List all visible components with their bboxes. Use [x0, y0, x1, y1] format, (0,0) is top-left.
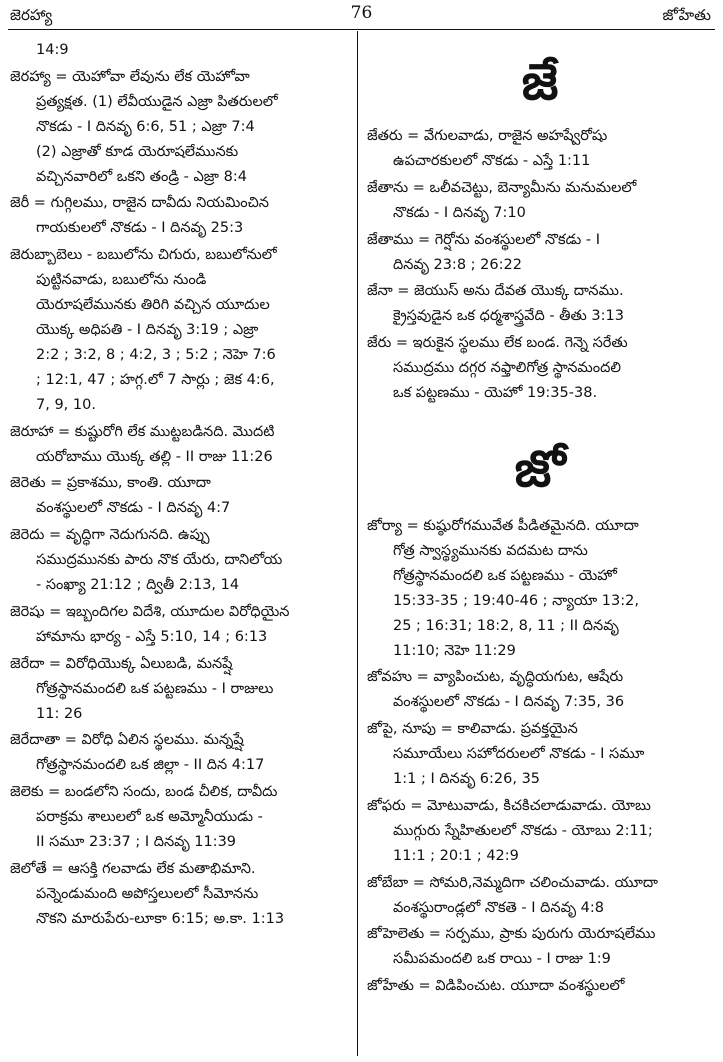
dictionary-entry [10, 857, 348, 932]
entry-headline: జోపై, నూపు = కాలివాడు. ప్రవక్తయైన [367, 721, 578, 738]
entry-line: నొకని మారుపేరు-లూకా 6:15; అ.కా. 1:13 [36, 910, 285, 927]
entry-headline: జెలెకు = బండలోని సందు, బండ చీలిక, దావీదు [10, 784, 278, 801]
entry-line: గోత్ర స్వాస్థ్యమునకు వదమట దాను [393, 542, 588, 559]
entry-line: సముద్రము దగ్గర నఫ్తాలిగోత్ర స్థానమందలి [393, 360, 621, 377]
right-column [367, 40, 713, 1001]
entry-line: 11:10; నెహె 11:29 [393, 642, 516, 659]
entry-line: క్రైస్తవుడైన ఒక ధర్మశాస్త్రవేది - తీతు 3:13 [393, 308, 624, 325]
entry-headline: జోర్యా = కుష్ఠురోగమువేత పీడితమైనది. యూదా [367, 517, 639, 534]
left-column [10, 38, 348, 934]
entry-line: పరాక్రమ శాలులలో ఒక అమ్మోనీయుడు - [36, 809, 263, 826]
dictionary-entry [367, 717, 713, 792]
dictionary-entry [367, 974, 713, 999]
entry-line: వచ్చినవారిలో ఒకని తండ్రి - ఎజ్రా 8:4 [36, 168, 247, 185]
entry-line: నొకడు - I దినవృ 6:6, 51 ; ఎజ్రా 7:4 [36, 118, 255, 135]
entry-line: 25 ; 16:31; 18:2, 8, 11 ; II దినవృ [393, 617, 619, 634]
entry-headline: జెరెతు = ప్రకాశము, కాంతి. యూదా [10, 475, 211, 492]
entry-line: సమీపమందలి ఒక రాయి - I రాజు 1:9 [393, 951, 611, 968]
entry-line: ఒక పట్టణము - యెహో 19:35-38. [393, 385, 598, 402]
entry-headline: జెరూహా = కుష్టురోగి లేక ముట్టబడినది. మొదటి [10, 423, 275, 440]
entry-line: 7, 9, 10. [36, 396, 96, 413]
dictionary-entry [367, 228, 713, 278]
entry-headline: జెరుబ్బాబెలు - బబులోను చిగురు, బబులోనులో [10, 247, 277, 264]
dictionary-entry [10, 652, 348, 727]
dictionary-entry [367, 871, 713, 921]
dictionary-entry [10, 65, 348, 190]
entry-line: పుట్టినవాడు, బబులోను నుండి [36, 272, 207, 289]
entry-headline: జెరేదాతా = విరోధి ఏలిన స్థలము. మన్నష్షే [10, 732, 244, 749]
dictionary-entry [10, 471, 348, 521]
entry-headline: జేరు = ఇరుకైన స్థలము లేక బండ. గెన్నె సరేతు [367, 335, 628, 352]
entry-line: 11:1 ; 20:1 ; 42:9 [393, 847, 519, 864]
entry-line: పన్నెండుమంది అపోస్తలులలో సీమోనను [36, 885, 259, 902]
entry-headline: జెరెదు = వృద్ధిగా నెదుగునది. ఉప్పు [10, 527, 210, 544]
dictionary-entry [367, 922, 713, 972]
entry-headline: జెరహ్యా = యెహోవా లేవును లేక యెహోవా [10, 68, 250, 85]
entry-headline: జోబేబా = సోమరి,నెమ్మదిగా చలించువాడు. యూదా [367, 874, 659, 891]
entry-line: గాయకులలో నొకడు - I దినవృ 25:3 [36, 220, 244, 237]
entry-line: II సమూ 23:37 ; I దినవృ 11:39 [36, 834, 237, 851]
dictionary-entry [367, 665, 713, 715]
entry-line: యరోబాము యొక్క తల్లి - II రాజు 11:26 [36, 448, 273, 465]
entry-line: వంశస్థులలో నొకడు - I దినవృ 7:35, 36 [393, 694, 625, 711]
entry-line: వంశస్థురాండ్లలో నొకతె - I దినవృ 4:8 [393, 899, 604, 916]
entry-headline: జెరేదా = విరోధియొక్క ఏలుబడి, మనష్షే [10, 655, 233, 672]
entry-headline: జోవహు = వ్యాపించుట, వృద్ధియగుట, ఆషేరు [367, 669, 624, 686]
entry-headline: జోహేతు = విడిపించుట. యూదా వంశస్థులలో [367, 978, 625, 995]
page-header [0, 0, 723, 30]
dictionary-entry [367, 124, 713, 174]
entry-headline: జేనా = జెయుస్ అను దేవత యొక్క దానము. [367, 283, 624, 300]
dictionary-entry [10, 600, 348, 650]
entry-headline: జోఫరు = మోటువాడు, కిచకిచలాడువాడు. యోబు [367, 797, 651, 814]
entry-line: గోత్రస్థానమందలి ఒక పట్టణము - I రాజులు [36, 680, 274, 697]
header-rule [8, 29, 715, 30]
entry-line: సమూయేలు సహోదరులలో నొకడు - I సమూ [393, 746, 645, 763]
dictionary-entry [10, 780, 348, 855]
dictionary-entry [367, 331, 713, 406]
entry-line: హామాను భార్య - ఎస్తే 5:10, 14 ; 6:13 [36, 628, 268, 645]
dictionary-entry [367, 176, 713, 226]
entry-line: 2:2 ; 3:2, 8 ; 4:2, 3 ; 5:2 ; నెహె 7:6 [36, 346, 276, 363]
dictionary-entry [10, 38, 348, 63]
header-last-word: జోహేతు [662, 6, 711, 24]
dictionary-entry [367, 514, 713, 663]
dictionary-entry [10, 420, 348, 470]
header-first-word: జెరహ్యా [10, 6, 53, 24]
entry-line: 11: 26 [36, 705, 83, 722]
entry-line: యొక్క అధిపతి - I దినవృ 3:19 ; ఎజ్రా [36, 321, 259, 338]
entry-line: దినవృ 23:8 ; 26:22 [393, 256, 522, 273]
entry-headline: 14:9 [36, 42, 69, 58]
entry-headline: జేతాను = ఒలీవచెట్టు, బెన్యామీను మనుమలలో [367, 179, 637, 196]
dictionary-entry [367, 794, 713, 869]
entry-line: (2) ఎజ్రాతో కూడ యెరూషలేమునకు [36, 143, 239, 160]
entries-jo [367, 514, 713, 999]
entry-line: యెరూషలేమునకు తిరిగి వచ్చిన యూదుల [36, 297, 270, 314]
entry-headline: జోహెలెతు = సర్పము, ప్రాకు పురుగు యెరూషలేము [367, 926, 656, 943]
entry-headline: జెరీ = గుగ్గిలము, రాజైన దావీదు నియమించిన [10, 195, 269, 212]
section-letter-jo: జో [514, 439, 566, 498]
entry-line: - సంఖ్యా 21:12 ; ద్వితీ 2:13, 14 [36, 577, 240, 594]
entry-line: 15:33-35 ; 19:40-46 ; న్యాయా 13:2, [393, 592, 639, 609]
entry-headline: జేతరు = వేగులవాడు, రాజైన అహష్వేరోషు [367, 128, 608, 144]
entry-headline: జెరెషు = ఇబ్బందిగల విదేశి, యూదుల విరోధియైన [10, 603, 290, 620]
entry-line: ముగ్గురు స్నేహితులలో నొకడు - యోబు 2:11; [393, 822, 653, 839]
entry-line: ఉపచారకులలో నొకడు - ఎస్తే 1:11 [393, 152, 591, 169]
entry-line: నొకడు - I దినవృ 7:10 [393, 204, 526, 221]
page-number: 76 [350, 3, 373, 23]
entry-headline: జెలోతే = ఆసక్తి గలవాడు లేక మతాభిమాని. [10, 861, 256, 877]
entries-je [367, 124, 713, 406]
entry-line: వంశస్థులలో నొకడు - I దినవృ 4:7 [36, 500, 231, 517]
dictionary-entry [10, 191, 348, 241]
entry-line: ప్రత్యక్షత. (1) లేవీయుడైన ఎజ్రా పితరులలో [36, 93, 278, 110]
entry-line: ; 12:1, 47 ; హగ్గ.లో 7 సార్లు ; జెక 4:6, [36, 371, 275, 388]
column-divider [357, 31, 358, 1056]
entry-headline: జేతాము = గెర్షోను వంశస్థులలో నొకడు - I [367, 231, 601, 248]
entry-line: 1:1 ; I దినవృ 6:26, 35 [393, 771, 541, 788]
dictionary-entry [10, 523, 348, 598]
dictionary-entry [367, 279, 713, 329]
entry-line: గోత్రస్థానమందలి ఒక జిల్లా - II దిన 4:17 [36, 757, 265, 774]
section-letter-je: జే [521, 53, 559, 111]
entry-line: గోత్రస్థానమందలి ఒక పట్టణము - యెహో [393, 567, 617, 584]
entry-line: సముద్రమునకు పారు నొక యేరు, దానిలోయ [36, 552, 283, 569]
dictionary-entry [10, 728, 348, 778]
dictionary-entry [10, 243, 348, 417]
